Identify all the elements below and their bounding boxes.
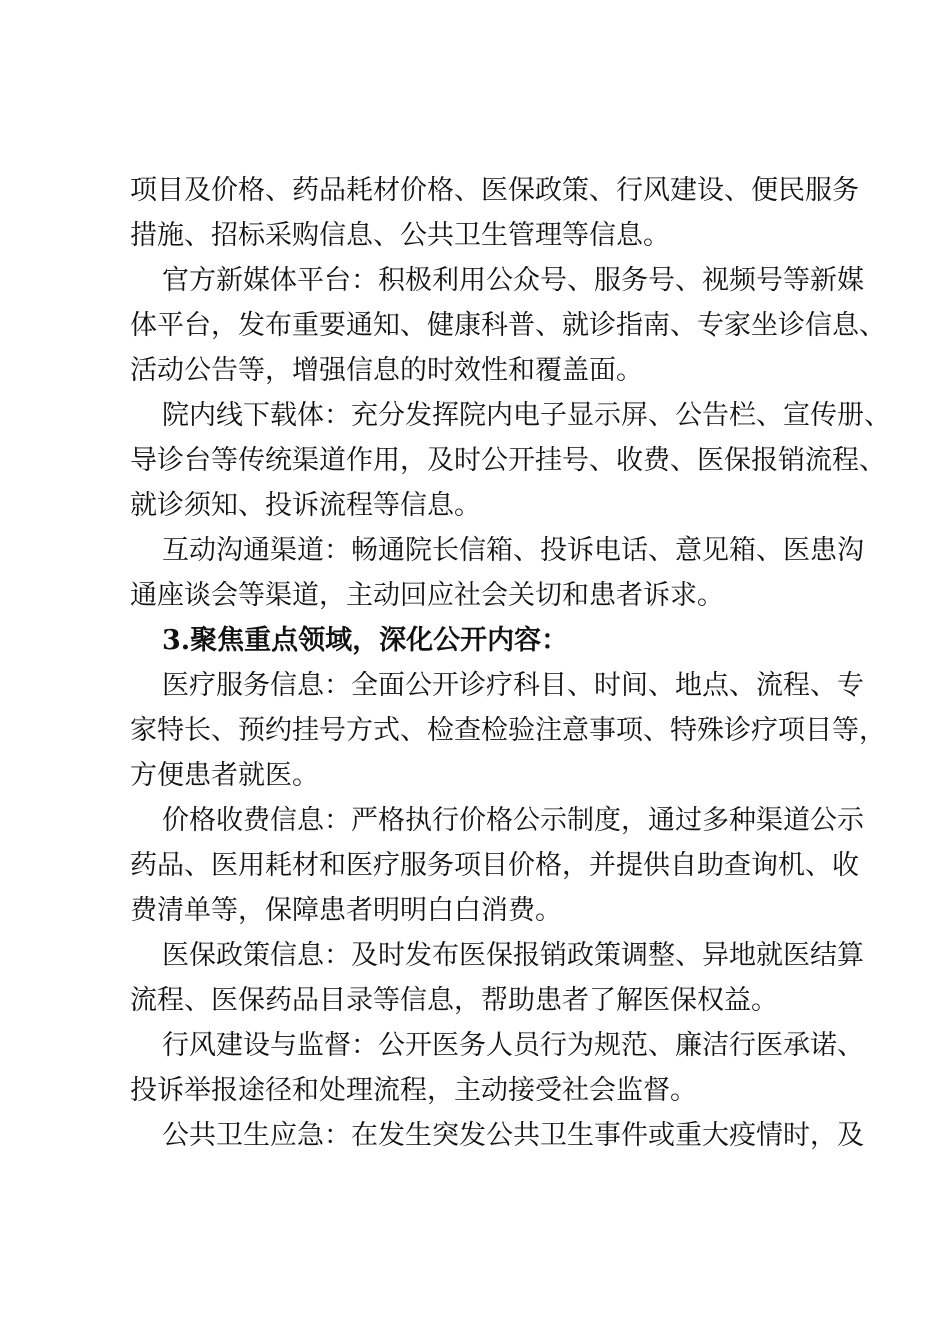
text-line: 费清单等，保障患者明明白白消费。 <box>130 895 562 926</box>
section-heading <box>130 618 850 663</box>
text-line: 导诊台等传统渠道作用，及时公开挂号、收费、医保报销流程、 <box>130 445 886 476</box>
paragraph <box>130 663 886 798</box>
text-line: 方便患者就医。 <box>130 760 319 791</box>
paragraph <box>130 1113 864 1158</box>
text-line: 官方新媒体平台：积极利用公众号、服务号、视频号等新媒 <box>162 265 864 296</box>
text-line: 流程、医保药品目录等信息，帮助患者了解医保权益。 <box>130 985 778 1016</box>
text-line: 公共卫生应急：在发生突发公共卫生事件或重大疫情时，及 <box>162 1120 864 1151</box>
text-line: 医保政策信息：及时发布医保报销政策调整、异地就医结算 <box>162 940 864 971</box>
text-line: 行风建设与监督：公开医务人员行为规范、廉洁行医承诺、 <box>162 1030 864 1061</box>
document-body <box>130 168 891 1158</box>
text-line: 药品、医用耗材和医疗服务项目价格，并提供自助查询机、收 <box>130 850 859 881</box>
text-line: 院内线下载体：充分发挥院内电子显示屏、公告栏、宣传册、 <box>162 400 891 431</box>
text-line: 家特长、预约挂号方式、检查检验注意事项、特殊诊疗项目等， <box>130 715 886 746</box>
paragraph <box>130 168 859 258</box>
text-line: 措施、招标采购信息、公共卫生管理等信息。 <box>130 220 670 251</box>
text-line: 活动公告等，增强信息的时效性和覆盖面。 <box>130 355 643 386</box>
text-line: 医疗服务信息：全面公开诊疗科目、时间、地点、流程、专 <box>162 670 864 701</box>
paragraph <box>130 798 864 933</box>
text-line: 就诊须知、投诉流程等信息。 <box>130 490 481 521</box>
text-line: 体平台，发布重要通知、健康科普、就诊指南、专家坐诊信息、 <box>130 310 886 341</box>
text-line: 3.聚焦重点领域，深化公开内容： <box>162 625 569 656</box>
paragraph <box>130 528 864 618</box>
text-line: 互动沟通渠道：畅通院长信箱、投诉电话、意见箱、医患沟 <box>162 535 864 566</box>
paragraph <box>130 393 891 528</box>
text-line: 价格收费信息：严格执行价格公示制度，通过多种渠道公示 <box>162 805 864 836</box>
paragraph <box>130 933 864 1023</box>
text-line: 项目及价格、药品耗材价格、医保政策、行风建设、便民服务 <box>130 175 859 206</box>
text-line: 通座谈会等渠道，主动回应社会关切和患者诉求。 <box>130 580 724 611</box>
paragraph <box>130 258 886 393</box>
paragraph <box>130 1023 864 1113</box>
text-line: 投诉举报途径和处理流程，主动接受社会监督。 <box>130 1075 697 1106</box>
